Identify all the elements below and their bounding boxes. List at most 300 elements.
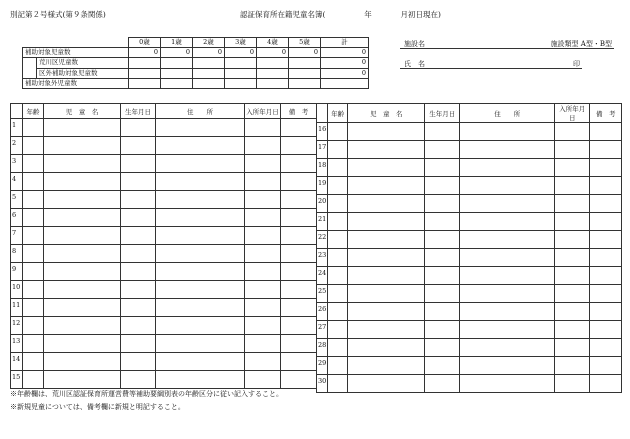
remarks-cell[interactable] <box>590 195 622 213</box>
child-name-cell[interactable] <box>44 209 121 227</box>
admission-date-cell[interactable] <box>245 317 281 335</box>
admission-date-cell[interactable] <box>555 249 590 267</box>
admission-date-cell[interactable] <box>555 357 590 375</box>
roster-row <box>317 267 622 285</box>
age-cell[interactable] <box>328 159 348 177</box>
child-name-cell[interactable] <box>44 227 121 245</box>
address-cell[interactable] <box>460 321 555 339</box>
remarks-cell[interactable] <box>590 357 622 375</box>
birthdate-cell[interactable] <box>425 321 460 339</box>
address-cell[interactable] <box>460 357 555 375</box>
age-cell[interactable] <box>23 155 44 173</box>
child-name-cell[interactable] <box>348 339 425 357</box>
row-number: 14 <box>11 353 23 371</box>
roster-row <box>317 159 622 177</box>
address-cell[interactable] <box>460 339 555 357</box>
admission-date-cell[interactable] <box>245 371 281 389</box>
age-cell[interactable] <box>23 317 44 335</box>
birthdate-cell[interactable] <box>425 303 460 321</box>
birthdate-cell[interactable] <box>121 299 156 317</box>
row-number: 21 <box>317 213 328 231</box>
child-name-cell[interactable] <box>348 321 425 339</box>
remarks-cell[interactable] <box>281 371 317 389</box>
birthdate-cell[interactable] <box>121 119 156 137</box>
address-cell[interactable] <box>156 209 245 227</box>
remarks-cell[interactable] <box>281 299 317 317</box>
row-number: 10 <box>11 281 23 299</box>
row-number: 28 <box>317 339 328 357</box>
row-number: 12 <box>11 317 23 335</box>
address-cell[interactable] <box>156 335 245 353</box>
row-number: 22 <box>317 231 328 249</box>
age-cell[interactable] <box>23 371 44 389</box>
age-cell[interactable] <box>23 209 44 227</box>
summary-cell[interactable]: 0 <box>225 48 257 58</box>
row-number: 29 <box>317 357 328 375</box>
roster-row <box>11 155 317 173</box>
age-header-4: 4歳 <box>257 38 289 48</box>
address-cell[interactable] <box>156 371 245 389</box>
summary-total[interactable] <box>321 78 369 88</box>
note-age-column: ※年齢欄は、荒川区認証保育所運営費等補助要綱別表の年齢区分に従い記入すること。 <box>10 390 283 398</box>
birthdate-cell[interactable] <box>425 249 460 267</box>
admission-date-cell[interactable] <box>555 339 590 357</box>
remarks-cell[interactable] <box>281 173 317 191</box>
remarks-cell[interactable] <box>281 281 317 299</box>
remarks-cell[interactable] <box>590 249 622 267</box>
summary-label: 区外補助対象児童数 <box>37 68 129 78</box>
roster-row <box>11 371 317 389</box>
age-cell[interactable] <box>328 123 348 141</box>
address-cell[interactable] <box>460 375 555 393</box>
admission-date-cell[interactable] <box>245 209 281 227</box>
age-header-0: 0歳 <box>129 38 161 48</box>
age-cell[interactable] <box>328 141 348 159</box>
col-age: 年齢 <box>328 104 348 123</box>
child-name-cell[interactable] <box>44 317 121 335</box>
address-cell[interactable] <box>156 245 245 263</box>
remarks-cell[interactable] <box>590 267 622 285</box>
child-name-cell[interactable] <box>348 303 425 321</box>
summary-cell[interactable] <box>161 68 193 78</box>
address-cell[interactable] <box>460 159 555 177</box>
age-cell[interactable] <box>328 177 348 195</box>
admission-date-cell[interactable] <box>555 141 590 159</box>
row-number: 9 <box>11 263 23 281</box>
address-cell[interactable] <box>156 263 245 281</box>
col-age: 年齢 <box>23 104 44 119</box>
child-name-cell[interactable] <box>44 173 121 191</box>
roster-row <box>11 173 317 191</box>
remarks-cell[interactable] <box>281 119 317 137</box>
remarks-cell[interactable] <box>281 317 317 335</box>
roster-row <box>11 245 317 263</box>
child-name-cell[interactable] <box>348 267 425 285</box>
row-number: 27 <box>317 321 328 339</box>
summary-cell[interactable] <box>193 78 225 88</box>
note-new-children: ※新規児童については、備考欄に新規と明記すること。 <box>10 403 185 411</box>
age-cell[interactable] <box>23 245 44 263</box>
birthdate-cell[interactable] <box>121 137 156 155</box>
birthdate-cell[interactable] <box>121 353 156 371</box>
remarks-cell[interactable] <box>281 227 317 245</box>
birthdate-cell[interactable] <box>425 195 460 213</box>
roster-row <box>11 209 317 227</box>
roster-row <box>11 227 317 245</box>
age-cell[interactable] <box>328 213 348 231</box>
admission-date-cell[interactable] <box>245 263 281 281</box>
summary-cell[interactable] <box>129 68 161 78</box>
row-number: 19 <box>317 177 328 195</box>
admission-date-cell[interactable] <box>555 177 590 195</box>
summary-cell[interactable] <box>289 68 321 78</box>
admission-date-cell[interactable] <box>555 303 590 321</box>
birthdate-cell[interactable] <box>425 357 460 375</box>
col-admission-date: 入所年月日 <box>555 104 590 123</box>
row-number: 26 <box>317 303 328 321</box>
address-cell[interactable] <box>460 303 555 321</box>
roster-row <box>11 299 317 317</box>
summary-cell[interactable] <box>161 58 193 68</box>
admission-date-cell[interactable] <box>245 299 281 317</box>
row-number: 8 <box>11 245 23 263</box>
age-cell[interactable] <box>23 191 44 209</box>
summary-cell[interactable] <box>193 68 225 78</box>
roster-row <box>317 321 622 339</box>
child-name-cell[interactable] <box>348 213 425 231</box>
summary-cell[interactable]: 0 <box>257 48 289 58</box>
age-cell[interactable] <box>328 231 348 249</box>
address-cell[interactable] <box>156 155 245 173</box>
remarks-cell[interactable] <box>590 177 622 195</box>
age-cell[interactable] <box>23 263 44 281</box>
age-cell[interactable] <box>328 303 348 321</box>
birthdate-cell[interactable] <box>425 375 460 393</box>
birthdate-cell[interactable] <box>425 159 460 177</box>
summary-cell[interactable] <box>225 68 257 78</box>
summary-cell[interactable] <box>161 78 193 88</box>
birthdate-cell[interactable] <box>121 245 156 263</box>
birthdate-cell[interactable] <box>121 227 156 245</box>
col-child-name: 児 童 名 <box>44 104 121 119</box>
roster-row <box>11 317 317 335</box>
child-name-cell[interactable] <box>348 357 425 375</box>
summary-cell[interactable] <box>129 58 161 68</box>
summary-cell[interactable]: 0 <box>193 48 225 58</box>
roster-row <box>317 339 622 357</box>
row-number: 4 <box>11 173 23 191</box>
child-name-cell[interactable] <box>348 123 425 141</box>
child-name-cell[interactable] <box>348 141 425 159</box>
child-name-cell[interactable] <box>348 177 425 195</box>
child-name-cell[interactable] <box>44 335 121 353</box>
roster-row <box>317 195 622 213</box>
birthdate-cell[interactable] <box>425 123 460 141</box>
row-number: 23 <box>317 249 328 267</box>
remarks-cell[interactable] <box>590 159 622 177</box>
address-cell[interactable] <box>156 353 245 371</box>
age-header-1: 1歳 <box>161 38 193 48</box>
roster-header-row <box>11 104 317 119</box>
summary-total[interactable]: 0 <box>321 58 369 68</box>
facility-name-field[interactable] <box>400 38 614 49</box>
birthdate-cell[interactable] <box>121 317 156 335</box>
row-number: 7 <box>11 227 23 245</box>
child-name-cell[interactable] <box>348 375 425 393</box>
summary-label: 荒川区児童数 <box>37 58 129 68</box>
address-cell[interactable] <box>460 141 555 159</box>
address-cell[interactable] <box>460 213 555 231</box>
admission-date-cell[interactable] <box>245 227 281 245</box>
row-number: 1 <box>11 119 23 137</box>
remarks-cell[interactable] <box>281 137 317 155</box>
birthdate-cell[interactable] <box>425 177 460 195</box>
admission-date-cell[interactable] <box>555 375 590 393</box>
age-cell[interactable] <box>328 339 348 357</box>
col-address: 住 所 <box>156 104 245 119</box>
birthdate-cell[interactable] <box>425 285 460 303</box>
child-name-cell[interactable] <box>348 195 425 213</box>
roster-row <box>317 231 622 249</box>
address-cell[interactable] <box>460 123 555 141</box>
admission-date-cell[interactable] <box>555 285 590 303</box>
summary-cell[interactable] <box>225 78 257 88</box>
roster-row <box>11 119 317 137</box>
address-cell[interactable] <box>156 173 245 191</box>
child-name-cell[interactable] <box>44 263 121 281</box>
address-cell[interactable] <box>156 227 245 245</box>
summary-cell[interactable] <box>289 58 321 68</box>
address-cell[interactable] <box>460 177 555 195</box>
birthdate-cell[interactable] <box>121 263 156 281</box>
birthdate-cell[interactable] <box>121 155 156 173</box>
address-cell[interactable] <box>460 285 555 303</box>
summary-cell[interactable] <box>225 58 257 68</box>
remarks-cell[interactable] <box>590 339 622 357</box>
child-name-cell[interactable] <box>44 191 121 209</box>
summary-cell[interactable] <box>257 68 289 78</box>
admission-date-cell[interactable] <box>245 353 281 371</box>
person-name-label: 氏 名 <box>404 60 425 68</box>
age-cell[interactable] <box>23 281 44 299</box>
row-number: 5 <box>11 191 23 209</box>
remarks-cell[interactable] <box>590 375 622 393</box>
age-cell[interactable] <box>23 335 44 353</box>
admission-date-cell[interactable] <box>555 321 590 339</box>
address-cell[interactable] <box>460 231 555 249</box>
roster-row <box>317 141 622 159</box>
summary-row-arakawa <box>23 58 369 68</box>
row-number: 17 <box>317 141 328 159</box>
row-number: 11 <box>11 299 23 317</box>
child-name-cell[interactable] <box>348 159 425 177</box>
birthdate-cell[interactable] <box>425 141 460 159</box>
summary-cell[interactable] <box>257 58 289 68</box>
address-cell[interactable] <box>156 137 245 155</box>
form-label: 別記第２号様式(第９条関係) <box>10 10 106 19</box>
roster-table-left <box>10 103 317 389</box>
remarks-cell[interactable] <box>590 141 622 159</box>
birthdate-cell[interactable] <box>425 231 460 249</box>
remarks-cell[interactable] <box>281 263 317 281</box>
remarks-cell[interactable] <box>590 321 622 339</box>
child-name-cell[interactable] <box>348 285 425 303</box>
child-name-cell[interactable] <box>44 371 121 389</box>
child-name-cell[interactable] <box>44 155 121 173</box>
age-header-total: 計 <box>321 38 369 48</box>
row-number: 15 <box>11 371 23 389</box>
roster-row <box>317 177 622 195</box>
admission-date-cell[interactable] <box>245 245 281 263</box>
child-name-cell[interactable] <box>44 281 121 299</box>
remarks-cell[interactable] <box>590 231 622 249</box>
seal-label: 印 <box>573 60 580 68</box>
age-cell[interactable] <box>23 173 44 191</box>
age-cell[interactable] <box>328 357 348 375</box>
facility-name-label: 施設名 <box>404 40 425 48</box>
admission-date-cell[interactable] <box>245 281 281 299</box>
admission-date-cell[interactable] <box>245 173 281 191</box>
summary-row-subsidized <box>23 48 369 58</box>
roster-row <box>11 191 317 209</box>
roster-row <box>317 123 622 141</box>
roster-row <box>11 281 317 299</box>
age-header-5: 5歳 <box>289 38 321 48</box>
child-name-cell[interactable] <box>348 249 425 267</box>
admission-date-cell[interactable] <box>555 231 590 249</box>
child-name-cell[interactable] <box>44 119 121 137</box>
child-name-cell[interactable] <box>348 231 425 249</box>
summary-total[interactable]: 0 <box>321 68 369 78</box>
summary-row-nonsubsidized <box>23 78 369 88</box>
row-number: 18 <box>317 159 328 177</box>
col-admission-date: 入所年月日 <box>245 104 281 119</box>
row-number: 20 <box>317 195 328 213</box>
child-name-cell[interactable] <box>44 353 121 371</box>
birthdate-cell[interactable] <box>121 191 156 209</box>
admission-date-cell[interactable] <box>245 335 281 353</box>
col-address: 住 所 <box>460 104 555 123</box>
roster-row <box>317 285 622 303</box>
col-remarks: 備 考 <box>590 104 622 123</box>
age-cell[interactable] <box>23 137 44 155</box>
age-cell[interactable] <box>23 227 44 245</box>
child-name-cell[interactable] <box>44 299 121 317</box>
roster-row <box>317 249 622 267</box>
year-label: 年 <box>364 10 372 19</box>
roster-row <box>11 335 317 353</box>
birthdate-cell[interactable] <box>121 209 156 227</box>
admission-date-cell[interactable] <box>555 213 590 231</box>
row-number: 13 <box>11 335 23 353</box>
birthdate-cell[interactable] <box>121 281 156 299</box>
summary-cell[interactable] <box>193 58 225 68</box>
age-cell[interactable] <box>328 249 348 267</box>
row-number: 30 <box>317 375 328 393</box>
summary-cell[interactable] <box>257 78 289 88</box>
remarks-cell[interactable] <box>281 245 317 263</box>
age-header-3: 3歳 <box>225 38 257 48</box>
remarks-cell[interactable] <box>281 335 317 353</box>
age-cell[interactable] <box>23 353 44 371</box>
remarks-cell[interactable] <box>281 353 317 371</box>
summary-cell[interactable]: 0 <box>161 48 193 58</box>
admission-date-cell[interactable] <box>555 267 590 285</box>
summary-label: 補助対象外児童数 <box>23 78 129 88</box>
admission-date-cell[interactable] <box>245 191 281 209</box>
row-number: 24 <box>317 267 328 285</box>
summary-total[interactable]: 0 <box>321 48 369 58</box>
address-cell[interactable] <box>156 281 245 299</box>
age-header-2: 2歳 <box>193 38 225 48</box>
roster-row <box>11 137 317 155</box>
summary-cell[interactable]: 0 <box>289 48 321 58</box>
roster-row <box>317 303 622 321</box>
age-cell[interactable] <box>328 321 348 339</box>
admission-date-cell[interactable] <box>245 119 281 137</box>
address-cell[interactable] <box>156 119 245 137</box>
admission-date-cell[interactable] <box>555 123 590 141</box>
admission-date-cell[interactable] <box>555 195 590 213</box>
admission-date-cell[interactable] <box>245 137 281 155</box>
address-cell[interactable] <box>156 191 245 209</box>
row-number: 2 <box>11 137 23 155</box>
age-cell[interactable] <box>328 375 348 393</box>
col-child-name: 児 童 名 <box>348 104 425 123</box>
admission-date-cell[interactable] <box>245 155 281 173</box>
admission-date-cell[interactable] <box>555 159 590 177</box>
child-name-cell[interactable] <box>44 245 121 263</box>
birthdate-cell[interactable] <box>121 371 156 389</box>
age-cell[interactable] <box>23 119 44 137</box>
age-cell[interactable] <box>328 195 348 213</box>
summary-cell[interactable]: 0 <box>129 48 161 58</box>
birthdate-cell[interactable] <box>425 267 460 285</box>
age-cell[interactable] <box>23 299 44 317</box>
birthdate-cell[interactable] <box>121 335 156 353</box>
remarks-cell[interactable] <box>281 209 317 227</box>
birthdate-cell[interactable] <box>121 173 156 191</box>
summary-cell[interactable] <box>289 78 321 88</box>
row-number: 25 <box>317 285 328 303</box>
person-name-field[interactable] <box>400 58 582 69</box>
age-cell[interactable] <box>328 285 348 303</box>
remarks-cell[interactable] <box>590 285 622 303</box>
summary-cell[interactable] <box>129 78 161 88</box>
birthdate-cell[interactable] <box>425 213 460 231</box>
address-cell[interactable] <box>156 317 245 335</box>
roster-row <box>317 357 622 375</box>
remarks-cell[interactable] <box>590 123 622 141</box>
remarks-cell[interactable] <box>590 303 622 321</box>
remarks-cell[interactable] <box>590 213 622 231</box>
remarks-cell[interactable] <box>281 191 317 209</box>
address-cell[interactable] <box>156 299 245 317</box>
address-cell[interactable] <box>460 267 555 285</box>
remarks-cell[interactable] <box>281 155 317 173</box>
child-name-cell[interactable] <box>44 137 121 155</box>
roster-row <box>11 263 317 281</box>
col-remarks: 備 考 <box>281 104 317 119</box>
summary-label: 補助対象児童数 <box>23 48 129 58</box>
address-cell[interactable] <box>460 195 555 213</box>
age-cell[interactable] <box>328 267 348 285</box>
birthdate-cell[interactable] <box>425 339 460 357</box>
roster-row <box>317 375 622 393</box>
roster-header-row <box>317 104 622 123</box>
address-cell[interactable] <box>460 249 555 267</box>
summary-table <box>22 37 369 89</box>
